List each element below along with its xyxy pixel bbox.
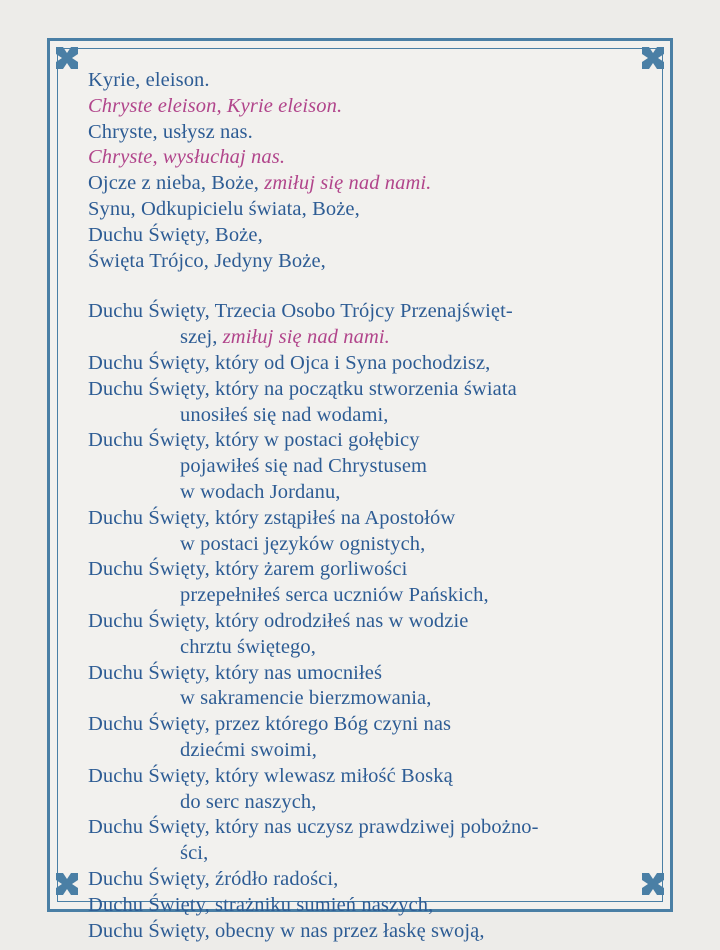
section-spacer — [88, 274, 633, 299]
litany-line: Duchu Święty, strażniku sumień naszych, — [88, 893, 434, 916]
litany-call: szej, — [180, 326, 223, 349]
litany-line — [88, 325, 633, 351]
maltese-cross-icon — [638, 869, 668, 899]
litany-holy-spirit-invocations — [88, 299, 633, 944]
litany-line: Synu, Odkupicielu świata, Boże, — [88, 197, 360, 220]
litany-text-body — [88, 68, 633, 942]
litany-line: unosiłeś się nad wodami, — [180, 403, 389, 426]
litany-line: w sakramencie bierzmowania, — [180, 687, 432, 710]
maltese-cross-icon — [638, 43, 668, 73]
litany-line: Duchu Święty, Boże, — [88, 223, 263, 246]
litany-response: zmiłuj się nad nami. — [222, 326, 390, 349]
maltese-cross-icon — [52, 43, 82, 73]
litany-line: dziećmi swoimi, — [180, 738, 318, 761]
litany-line: Duchu Święty, który odrodziłeś nas w wodzie — [88, 609, 469, 632]
maltese-cross-icon — [52, 869, 82, 899]
litany-line: ści, — [180, 842, 209, 865]
litany-line: do serc naszych, — [180, 790, 317, 813]
litany-line: Chryste eleison, Kyrie eleison. — [88, 94, 343, 117]
litany-line: w postaci języków ognistych, — [180, 532, 426, 555]
litany-line: Duchu Święty, który żarem gorliwości — [88, 558, 408, 581]
litany-call: Ojcze z nieba, Boże, — [88, 172, 265, 195]
litany-line: Kyrie, eleison. — [88, 69, 210, 91]
litany-line — [88, 171, 633, 197]
litany-line: pojawiłeś się nad Chrystusem — [180, 455, 428, 478]
litany-line: Duchu Święty, który wlewasz miłość Boską — [88, 764, 453, 787]
litany-line: Duchu Święty, który w postaci gołębicy — [88, 429, 420, 452]
litany-line: w wodach Jordanu, — [180, 480, 341, 503]
litany-line: Święta Trójco, Jedyny Boże, — [88, 249, 326, 272]
litany-line: Duchu Święty, który od Ojca i Syna pochodzisz, — [88, 351, 491, 374]
litany-line: przepełniłeś serca uczniów Pańskich, — [180, 584, 489, 607]
litany-line: Chryste, wysłuchaj nas. — [88, 146, 286, 169]
litany-line: Duchu Święty, który na początku stworzenia świata — [88, 377, 517, 400]
litany-line: Duchu Święty, obecny w nas przez łaskę swoją, — [88, 919, 485, 942]
litany-line: Duchu Święty, źródło radości, — [88, 867, 339, 890]
litany-line: Duchu Święty, Trzecia Osobo Trójcy Przenajświęt- — [88, 300, 513, 323]
litany-line: Duchu Święty, który zstąpiłeś na Apostołów — [88, 506, 456, 529]
litany-line: Chryste, usłysz nas. — [88, 120, 253, 143]
litany-opening-invocations — [88, 68, 633, 274]
litany-line: Duchu Święty, który nas umocniłeś — [88, 661, 383, 684]
litany-line: Duchu Święty, który nas uczysz prawdziwej pobożno- — [88, 816, 539, 839]
litany-line: chrztu świętego, — [180, 635, 316, 658]
litany-line: Duchu Święty, przez którego Bóg czyni nas — [88, 713, 452, 736]
litany-response: zmiłuj się nad nami. — [264, 172, 432, 195]
